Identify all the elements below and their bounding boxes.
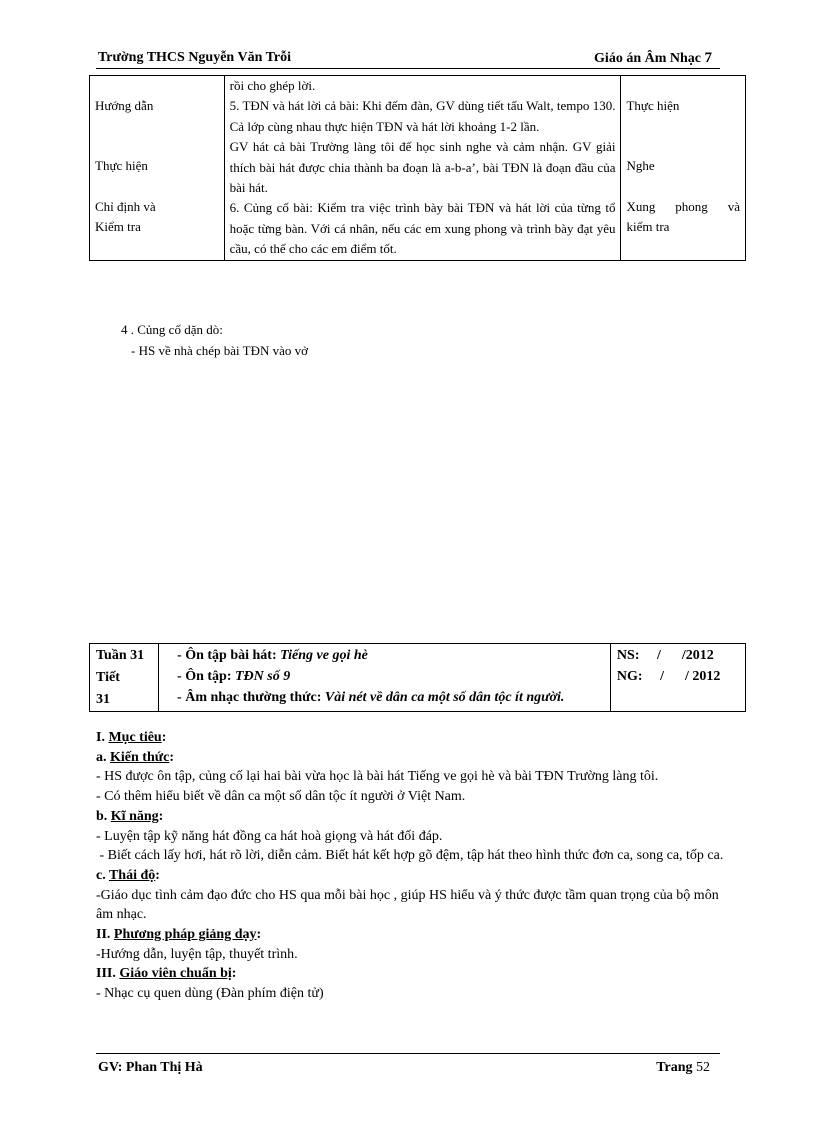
table-row — [90, 76, 746, 261]
page-number: Trang 52 — [656, 1060, 710, 1075]
subject-title: Giáo án Âm Nhạc 7 — [594, 50, 712, 66]
activity-column: Hướng dẫn Thực hiện Chỉ định và Kiểm tra — [90, 76, 225, 261]
subsection-skills: b. Kĩ năng: — [96, 808, 164, 824]
ns-date: NS: / /2012 — [616, 648, 714, 663]
student-column: Thực hiện Nghe Xung phong và kiểm tra — [621, 76, 746, 261]
teacher-name: GV: Phan Thị Hà — [98, 1060, 203, 1075]
table-row — [90, 644, 746, 712]
consolidation-title: 4 . Củng cố dặn dò: — [121, 322, 223, 337]
content-column: rồi cho ghép lời. 5. TĐN và hát lời cả bài: Khi đếm đàn, GV dùng tiết tấu Walt, tempo 130. Cả lớp cùng nhau thực hiện TĐN và hát lời khoảng 1-2 lần. GV hát cả bài Trường làng tôi để học sinh nghe và cảm nhận. GV giải thích bài hát được chia thành ba đoạn là a-b-a’, bài TĐN là đoạn đầu của bài hát. 6. Củng cố bài: Kiểm tra việc trình bày bài TĐN và hát lời của từng tổ hoặc từng bàn. Với cá nhân, nếu các em xung phong và trình bày đạt yêu cầu, có thể cho các em điểm tốt. — [224, 76, 621, 261]
subsection-attitude: c. Thái độ: — [96, 867, 160, 883]
section-preparation: III. Giáo viên chuẩn bị: — [96, 966, 237, 982]
activity-table — [89, 75, 746, 261]
dates-cell — [610, 644, 745, 712]
school-name: Trường THCS Nguyễn Văn Trỗi — [98, 50, 292, 65]
section-methods: II. Phương pháp giảng dạy: — [96, 927, 262, 943]
week-period-cell: Tuần 31 Tiết 31 — [90, 644, 159, 712]
page-footer — [96, 1053, 720, 1080]
section-objectives: I. Mục tiêu: — [96, 730, 167, 745]
ng-date: NG: / / 2012 — [616, 669, 721, 684]
page-header — [96, 48, 720, 69]
lesson-header-table — [89, 643, 746, 712]
subsection-knowledge: a. Kiến thức: — [96, 749, 175, 765]
consolidation-item: - HS về nhà chép bài TĐN vào vở — [131, 343, 309, 358]
lesson-topic-cell: - Ôn tập bài hát: Tiếng ve gọi hè - Ôn tập: TĐN số 9 - Âm nhạc thường thức: Vài nét về dân ca một số dân tộc ít người. — [159, 644, 611, 712]
lesson-sections: I. Mục tiêu: a. Kiến thức: - HS được ôn tập, củng cố lại hai bài vừa học là bài hát Tiếng ve gọi hè và bài TĐN Trường làng tôi. - Có thêm hiểu biết về dân ca một số dân tộc ít người ở Việt Nam. b. Kĩ năng: - Luyện tập kỹ năng hát đồng ca hát hoà giọng và hát đối đáp. - Biết cách lấy hơi, hát rõ lời, diễn cảm. Biết hát kết hợp gõ đệm, tập hát theo hình thức đơn ca, song ca, tốp ca. c. Thái độ: -Giáo dục tình cảm đạo đức cho HS qua mỗi bài học , giúp HS hiểu và ý thức được tầm quan trọng của bộ môn âm nhạc. II. Phương pháp giảng dạy: -Hướng dẫn, luyện tập, thuyết trình. III. Giáo viên chuẩn bị: - Nhạc cụ quen dùng (Đàn phím điện tử) — [96, 728, 736, 1004]
